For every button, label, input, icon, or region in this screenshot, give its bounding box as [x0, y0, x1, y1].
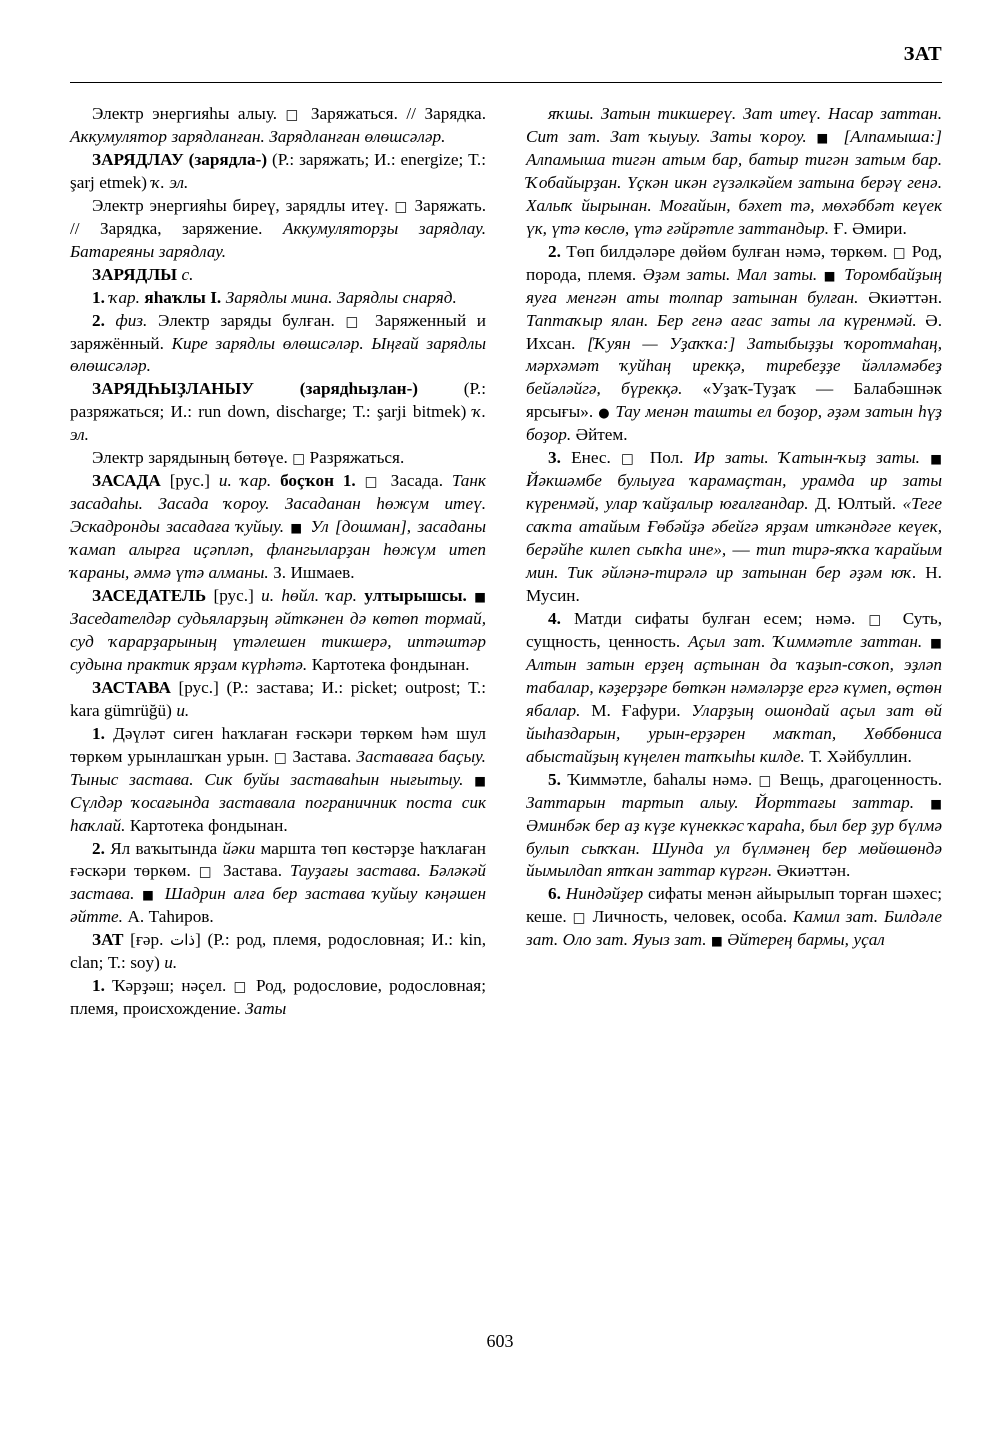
column-left	[70, 103, 486, 1021]
dictionary-entry-paragraph: 5. Ҡиммәтле, баһалы нәмә. □ Вещь, драгоценность. Заттарын тартып алыу. Йорттағы заттар. ■ Әминбәк бер аҙ күҙе күнеккәс ҡараһа, был бер ҙур бүлмә булып сыҡҡан. Шунда ул бүлмәнең бер мөйөшөндә йымылдап ятҡан заттар күргән. Әкиәттән.	[526, 769, 942, 881]
dictionary-entry-paragraph: 3. Енес. □ Пол. Ир заты. Ҡатын-ҡыҙ заты. ■ Йәкшәмбе булыуға ҡарамаҫтан, урамда ир заты күренмәй, улар ҡайҙалыр юғалғандар. Д. Юлтый. «Теге саҡта атайым Ғөбәйҙә әбейгә ярҙам иткәндәге кеүек, берәйһе килеп сыҡһа ине», — тип тирә-яҡҡа ҡарайым мин. Тик әйләнә-тирәлә ир затынан бер әҙәм юҡ. Н. Мусин.	[526, 448, 942, 606]
dictionary-entry-paragraph: ЗАРЯДЛЫ с.	[92, 264, 194, 284]
dictionary-entry-paragraph: 4. Матди сифаты булған есем; нәмә. □ Суть, сущность, ценность. Аҫыл зат. Ҡиммәтле заттан. ■ Алтын затын ерҙең аҫтынан да ҡаҙып-соҡоп, эҙләп табалар, кәҙерҙәре бөткән нәмәләрҙе ергә күмеп, өҫтөн ябалар. М. Ғафури. Уларҙың ошондай аҫыл зат өй йыһаздарын, урын-ерҙәрен маҡтап, Хөббөниса абыстайҙың күңелен тапҡыһы килде. Т. Хәйбуллин.	[526, 608, 942, 766]
dictionary-entry-paragraph: ЗАРЯДЛАУ (зарядла-) (Р.: заряжать; И.: energize; Т.: şarj etmek) ҡ. эл.	[70, 149, 486, 192]
dictionary-entry-paragraph: 1. Дәүләт сиген һаҡлаған ғәскәри төркөм һәм шул төркөм урынлашҡан урын. □ Застава. Заставаға баҫыу. Тыныс застава. Сик буйы заставаһын нығытыу. ■ Сүлдәр ҡосағында заставала пограничник поста сик һаҡлай. Картотека фондынан.	[70, 723, 486, 835]
column-right	[526, 103, 942, 1021]
dictionary-entry-paragraph: Электр зарядының бөтөүе. □ Разряжаться.	[92, 448, 405, 468]
dictionary-entry-paragraph: ЗАРЯДҺЫҘЛАНЫУ (зарядһыҙлан-) (Р.: разряжаться; И.: run down, discharge; Т.: şarji bitmek) ҡ. эл.	[70, 379, 486, 445]
dictionary-entry-paragraph: ЗАСЕДАТЕЛЬ [рус.] и. һөйл. ҡар. ултырышсы. ■ Заседателдәр судьяларҙың әйткәнен дә көтөп тормай, суд ҡарарҙарының үтәлешен тикшерә, иптәштәр судына практик ярҙам күрһәтә. Картотека фондынан.	[70, 586, 486, 674]
running-head	[70, 44, 942, 80]
dictionary-entry-paragraph: ЗАСАДА [рус.] и. ҡар. боҫҡон 1. □ Засада. Танк засадаһы. Засада ҡороу. Засаданан һөжүм итеү. Эскадронды засадаға ҡуйыу. ■ Ул [дошман], засаданы ҡамап алырға иҫәпләп, флангыларҙан һөжүм итеп ҡараны, әммә үтә алманы. З. Ишмаев.	[70, 471, 486, 583]
running-head-title: ЗАТ	[903, 43, 942, 65]
dictionary-entry-paragraph: 1. ҡар. яһаҡлы I. Зарядлы мина. Зарядлы снаряд.	[92, 287, 457, 307]
dictionary-entry-paragraph: 6. Ниндәйҙер сифаты менән айырылып торған шәхес; кеше. □ Личность, человек, особа. Камил зат. Билдәле зат. Оло зат. Яуыз зат. ■ Әйтерең бармы, уҫал	[526, 884, 942, 950]
dictionary-entry-paragraph: 2. Төп билдәләре дөйөм булған нәмә, төркөм. □ Род, порода, племя. Әҙәм заты. Мал заты. ■ Торомбайҙың яуға менгән аты толпар затынан булған. Әкиәттән. Таптаҡыр ялан. Бер генә ағас заты ла күренмәй. Ә. Ихсан. [Ҡуян — Уҙаҡҡа:] Затыбыҙҙы ҡоротмаһаң, мәрхәмәт ҡуйһаң ирекқә, тиребеҙҙе йәлләмәбеҙ бейәләйгә, бүрекқә. «Уҙаҡ-Туҙаҡ — Балабәшнәк ярсығы». ● Тау менән ташты ел боҙор, әҙәм затын һүҙ боҙор. Әйтем.	[526, 241, 943, 445]
dictionary-entry-paragraph: 1. Ҡәрҙәш; нәҫел. □ Род, родословие, родословная; племя, происхождение. Заты	[70, 976, 486, 1019]
dictionary-entry-paragraph: Электр энергияһы биреү, зарядлы итеү. □ Заряжать. // Зарядка, заряжение. Аккумуляторҙы зарядлау. Батареяны зарядлау.	[70, 195, 486, 261]
dictionary-entry-paragraph: ЗАТ [ғәр. ذات] (Р.: род, племя, родословная; И.: kin, clan; Т.: soy) и.	[70, 930, 486, 973]
text-columns	[70, 103, 942, 1021]
dictionary-entry-paragraph: 2. Ял ваҡытында йәки марштa төп көстәрҙе һаҡлаған ғәскәри төркөм. □ Застава. Тауҙағы застава. Бәләкәй застава. ■ Шадрин алға бер застава ҡуйыу кәңәшен әйтте. А. Таһиров.	[70, 838, 486, 927]
dictionary-entry-paragraph: ЗАСТАВА [рус.] (Р.: застава; И.: picket; outpost; Т.: kara gümrüğü) и.	[70, 677, 486, 720]
dictionary-entry-paragraph: 2. физ. Электр заряды булған. □ Заряженный и заряжённый. Кире зарядлы өлөшсәләр. Ыңғай зарядлы өлөшсәләр.	[70, 310, 486, 376]
dictionary-entry-paragraph: Электр энергияһы алыу. □ Заряжаться. // Зарядка. Аккумулятор зарядланған. Зарядланған өлөшсәләр.	[70, 104, 486, 146]
page-number: 603	[486, 1331, 514, 1351]
dictionary-entry-paragraph: яҡшы. Затын тикшереү. Зат итеү. Насар заттан. Сит зат. Зат ҡыуыу. Заты ҡороу. ■ [Алпамыша:] Алпамыша тигән атым бар, батыр тигән затым бар. Ҡобайырҙан. Үҫкән икән гүзәлкәйем затына берәү генә. Халыҡ йырынан. Моғайын, бәхет тә, мөхәббәт кеүек үк, үтә көслө, үтә ғәйрәтле заттандыр. Ғ. Әмири.	[526, 104, 942, 238]
header-divider-rule	[70, 82, 942, 83]
